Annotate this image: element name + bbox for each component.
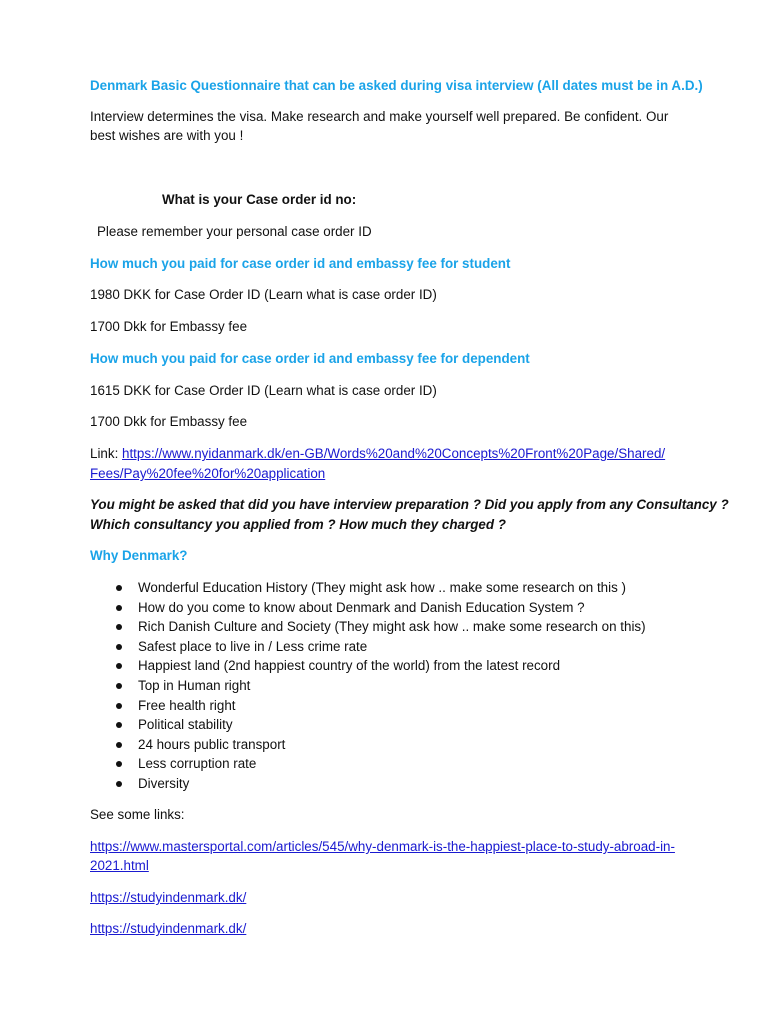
studyindenmark-link-1-row xyxy=(90,888,246,908)
studyindenmark-link-1[interactable]: https://studyindenmark.dk/ xyxy=(90,890,247,905)
list-item: Diversity xyxy=(90,774,646,794)
bullet-icon xyxy=(116,703,122,709)
student-case-fee: 1980 DKK for Case Order ID (Learn what is case order ID) xyxy=(90,287,437,302)
mastersportal-link-line-1 xyxy=(90,837,675,857)
bullet-icon xyxy=(116,605,122,611)
why-denmark-list xyxy=(90,578,646,794)
list-item: How do you come to know about Denmark and Danish Education System ? xyxy=(90,598,646,618)
studyindenmark-link-2[interactable]: https://studyindenmark.dk/ xyxy=(90,921,247,936)
list-item: Free health right xyxy=(90,696,646,716)
see-links-label: See some links: xyxy=(90,807,185,822)
case-order-question: What is your Case order id no: xyxy=(162,192,357,207)
list-item: 24 hours public transport xyxy=(90,735,646,755)
consultancy-question-2: Which consultancy you applied from ? How much they charged ? xyxy=(90,517,506,532)
consultancy-question-1: You might be asked that did you have interview preparation ? Did you apply from any Consultancy ? xyxy=(90,497,729,512)
bullet-icon xyxy=(116,585,122,591)
dependent-embassy-fee: 1700 Dkk for Embassy fee xyxy=(90,414,248,429)
bullet-icon xyxy=(116,781,122,787)
fee-link-line-1 xyxy=(90,444,665,464)
intro-line-1: Interview determines the visa. Make research and make yourself well prepared. Be confident. Our xyxy=(90,109,669,124)
dependent-fee-heading: How much you paid for case order id and embassy fee for dependent xyxy=(90,351,530,366)
bullet-icon xyxy=(116,683,122,689)
mastersportal-link[interactable]: https://www.mastersportal.com/articles/545/why-denmark-is-the-happiest-place-to-study-abroad-in- xyxy=(90,839,675,854)
fee-link-label: Link: xyxy=(90,446,123,461)
list-item: Less corruption rate xyxy=(90,754,646,774)
case-order-note: Please remember your personal case order ID xyxy=(97,224,372,239)
why-denmark-heading: Why Denmark? xyxy=(90,548,188,563)
fee-link-line-2 xyxy=(90,464,325,484)
fee-link-continued[interactable]: Fees/Pay%20fee%20for%20application xyxy=(90,466,326,481)
fee-link[interactable]: https://www.nyidanmark.dk/en-GB/Words%20and%20Concepts%20Front%20Page/Shared/ xyxy=(122,446,666,461)
mastersportal-link-continued[interactable]: 2021.html xyxy=(90,858,149,873)
bullet-icon xyxy=(116,624,122,630)
list-item: Political stability xyxy=(90,715,646,735)
list-item: Happiest land (2nd happiest country of the world) from the latest record xyxy=(90,656,646,676)
list-item: Rich Danish Culture and Society (They might ask how .. make some research on this) xyxy=(90,617,646,637)
bullet-icon xyxy=(116,722,122,728)
document-title: Denmark Basic Questionnaire that can be asked during visa interview (All dates must be in A.D.) xyxy=(90,78,703,93)
bullet-icon xyxy=(116,663,122,669)
bullet-icon xyxy=(116,742,122,748)
bullet-icon xyxy=(116,644,122,650)
student-embassy-fee: 1700 Dkk for Embassy fee xyxy=(90,319,248,334)
bullet-icon xyxy=(116,761,122,767)
intro-line-2: best wishes are with you ! xyxy=(90,128,244,143)
mastersportal-link-line-2 xyxy=(90,856,149,876)
student-fee-heading: How much you paid for case order id and embassy fee for student xyxy=(90,256,511,271)
list-item: Safest place to live in / Less crime rate xyxy=(90,637,646,657)
dependent-case-fee: 1615 DKK for Case Order ID (Learn what is case order ID) xyxy=(90,383,437,398)
studyindenmark-link-2-row xyxy=(90,919,246,939)
list-item: Top in Human right xyxy=(90,676,646,696)
list-item: Wonderful Education History (They might ask how .. make some research on this ) xyxy=(90,578,646,598)
